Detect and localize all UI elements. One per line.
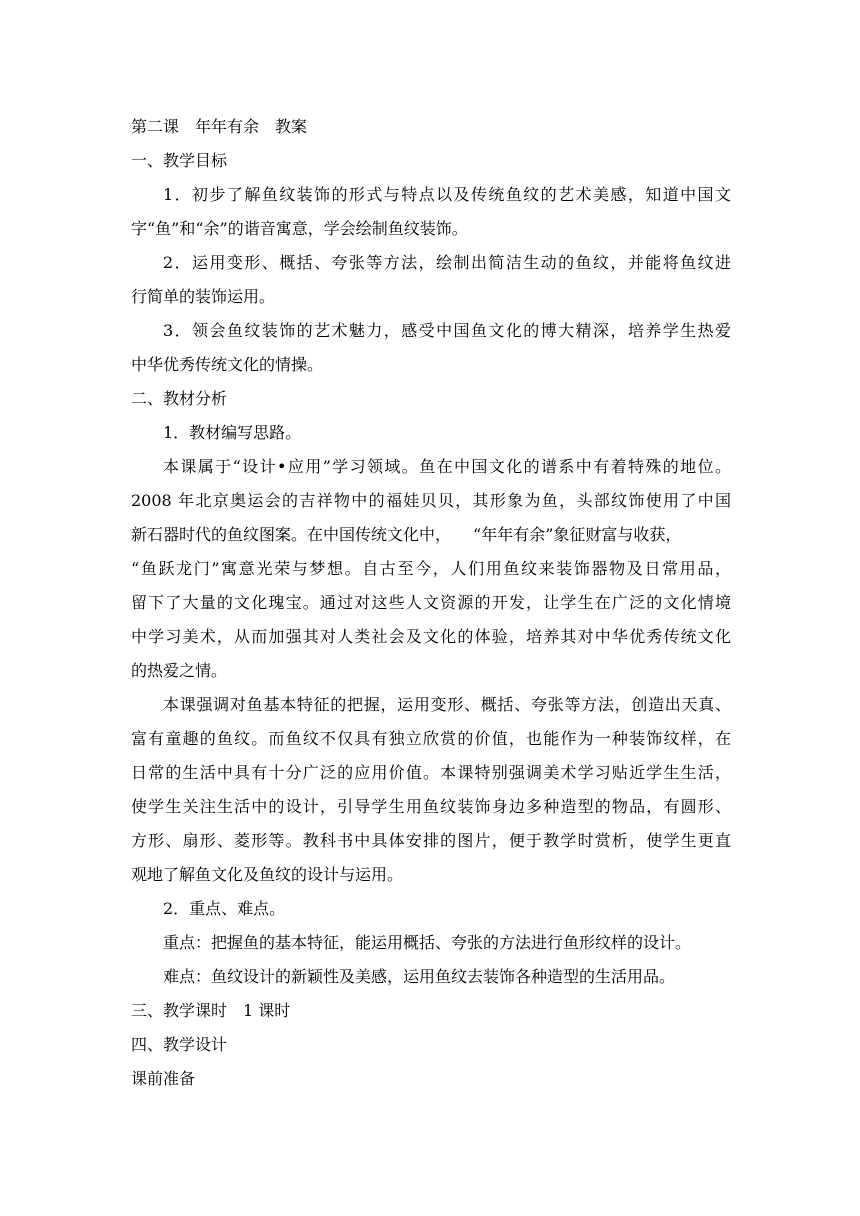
section-heading-teaching-goals: 一、教学目标 [131,151,228,170]
goal-3-line-1: 3．领会鱼纹装饰的艺术魅力，感受中国鱼文化的博大精深，培养学生热爱 [163,321,731,340]
paragraph-b-line-4: 使学生关注生活中的设计，引导学生用鱼纹装饰身边多种造型的物品，有圆形、 [131,797,731,816]
paragraph-b-line-3: 日常的生活中具有十分广泛的应用价值。本课特别强调美术学习贴近学生生活， [131,763,731,782]
paragraph-b-line-2: 富有童趣的鱼纹。而鱼纹不仅具有独立欣赏的价值，也能作为一种装饰纹样，在 [131,729,731,748]
paragraph-a-line-5: 留下了大量的文化瑰宝。通过对这些人文资源的开发，让学生在广泛的文化情境 [131,593,731,612]
paragraph-a-line-4: “鱼跃龙门”寓意光荣与梦想。自古至今，人们用鱼纹来装饰器物及日常用品， [131,559,731,578]
document-title: 第二课 年年有余 教案 [131,117,308,136]
subheading-writing-approach: 1．教材编写思路。 [163,423,302,442]
lesson-plan-document [131,110,731,1096]
paragraph-a-line-2: 2008 年北京奥运会的吉祥物中的福娃贝贝，其形象为鱼，头部纹饰使用了中国 [131,491,731,510]
paragraph-a-line-3: 新石器时代的鱼纹图案。在中国传统文化中， “年年有余”象征财富与收获， [131,525,682,544]
section-heading-textbook-analysis: 二、教材分析 [131,389,228,408]
paragraph-a-line-7: 的热爱之情。 [131,661,228,680]
section-heading-teaching-design: 四、教学设计 [131,1035,228,1054]
subheading-key-points: 2．重点、难点。 [163,899,286,918]
paragraph-a-line-1: 本课属于“设计•应用”学习领域。鱼在中国文化的谱系中有着特殊的地位。 [163,457,731,476]
class-hours-value: 1 课时 [243,1001,291,1020]
goal-2-line-1: 2．运用变形、概括、夸张等方法，绘制出简洁生动的鱼纹，并能将鱼纹进 [163,253,731,272]
goal-1-line-2: 字“鱼”和“余”的谐音寓意，学会绘制鱼纹装饰。 [131,219,468,238]
paragraph-b-line-5: 方形、扇形、菱形等。教科书中具体安排的图片，便于教学时赏析，使学生更直 [131,831,731,850]
difficult-point-text: 难点：鱼纹设计的新颖性及美感，运用鱼纹去装饰各种造型的生活用品。 [163,967,676,986]
paragraph-a-line-6: 中学习美术，从而加强其对人类社会及文化的体验，培养其对中华优秀传统文化 [131,627,731,646]
goal-1-line-1: 1．初步了解鱼纹装饰的形式与特点以及传统鱼纹的艺术美感，知道中国文 [163,185,731,204]
paragraph-b-line-6: 观地了解鱼文化及鱼纹的设计与运用。 [131,865,404,884]
subheading-pre-class-preparation: 课前准备 [131,1069,196,1088]
paragraph-b-line-1: 本课强调对鱼基本特征的把握，运用变形、概括、夸张等方法，创造出天真、 [163,695,731,714]
goal-2-line-2: 行简单的装饰运用。 [131,287,276,306]
key-point-text: 重点：把握鱼的基本特征，能运用概括、夸张的方法进行鱼形纹样的设计。 [163,933,692,952]
section-heading-class-hours: 三、教学课时 1 课时 [131,1001,291,1020]
goal-3-line-2: 中华优秀传统文化的情操。 [131,355,324,374]
